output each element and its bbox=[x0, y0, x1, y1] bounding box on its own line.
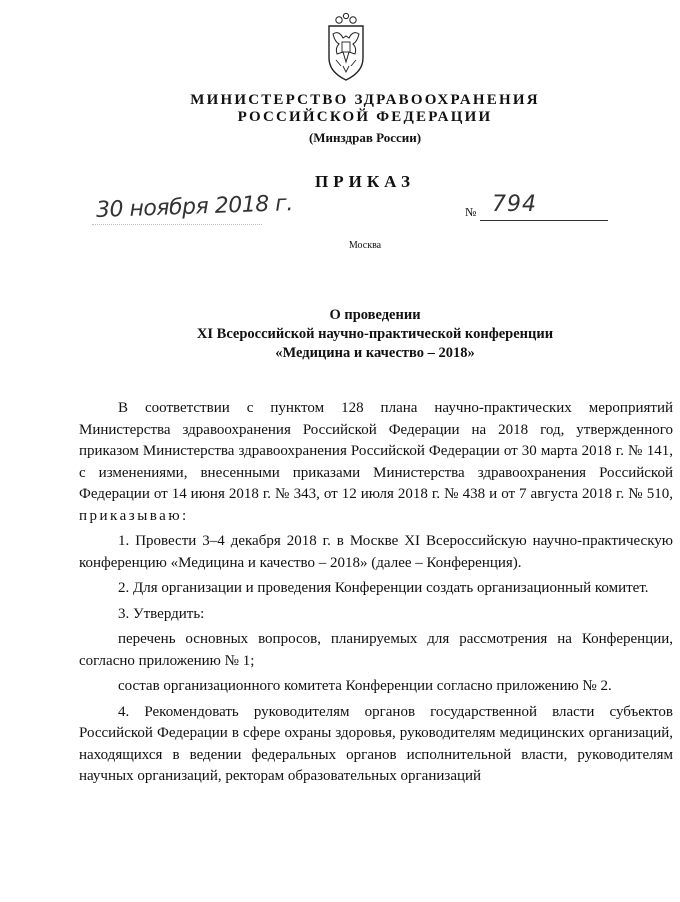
order-title: ПРИКАЗ bbox=[315, 172, 415, 191]
coat-of-arms-emblem bbox=[321, 12, 371, 84]
handwritten-date: 30 ноября 2018 г. bbox=[95, 191, 294, 223]
item-4: 4. Рекомендовать руководителям органов государственной власти субъектов Российской Федерации в сфере охраны здоровья, руководителям медицинских организаций, находящихся в ведении федеральных органов исполнительной власти, руководителям научных организаций, ректорам образовательных организаций bbox=[79, 703, 673, 784]
intro-paragraph bbox=[79, 398, 673, 527]
order-subject bbox=[0, 306, 680, 363]
order-body bbox=[79, 398, 673, 792]
date-underline bbox=[92, 224, 262, 225]
item-2: 2. Для организации и проведения Конференции создать организационный комитет. bbox=[118, 580, 649, 596]
ministry-name bbox=[0, 92, 680, 126]
order-word: приказываю: bbox=[79, 507, 189, 524]
item-3-list-a: перечень основных вопросов, планируемых для рассмотрения на Конференции, согласно приложению № 1; bbox=[79, 631, 673, 669]
subject-line3: «Медицина и качество – 2018» bbox=[275, 345, 475, 361]
handwritten-order-number: 794 bbox=[492, 192, 537, 217]
number-sign: № bbox=[465, 205, 477, 219]
ministry-line1: МИНИСТЕРСТВО ЗДРАВООХРАНЕНИЯ bbox=[190, 92, 540, 108]
subject-line2: XI Всероссийской научно-практической конференции bbox=[196, 326, 554, 342]
item-3: 3. Утвердить: bbox=[118, 605, 205, 622]
item-1: 1. Провести 3–4 декабря 2018 г. в Москве XI Всероссийскую научно-практическую конференцию «Медицина и качество – 2018» (далее – Конференция). bbox=[79, 533, 673, 571]
city: Москва bbox=[348, 240, 382, 251]
ministry-short-name: (Минздрав России) bbox=[308, 130, 422, 145]
item-3-list-b: состав организационного комитета Конференции согласно приложению № 2. bbox=[118, 678, 612, 694]
number-underline bbox=[480, 220, 608, 221]
intro-text: В соответствии с пунктом 128 плана научно-практических мероприятий Министерства здравоохранения Российской Федерации на 2018 год, утвержденного приказом Министерства здравоохранения Российской Федерации от 30 марта 2018 г. № 141, с изменениями, внесенными приказами Министерства здравоохранения Российской Федерации от 14 июня 2018 г. № 343, от 12 июля 2018 г. № 438 и от 7 августа 2018 г. № 510, bbox=[79, 400, 673, 502]
subject-line1: О проведении bbox=[329, 307, 421, 323]
ministry-line2: РОССИЙСКОЙ ФЕДЕРАЦИИ bbox=[237, 109, 493, 125]
